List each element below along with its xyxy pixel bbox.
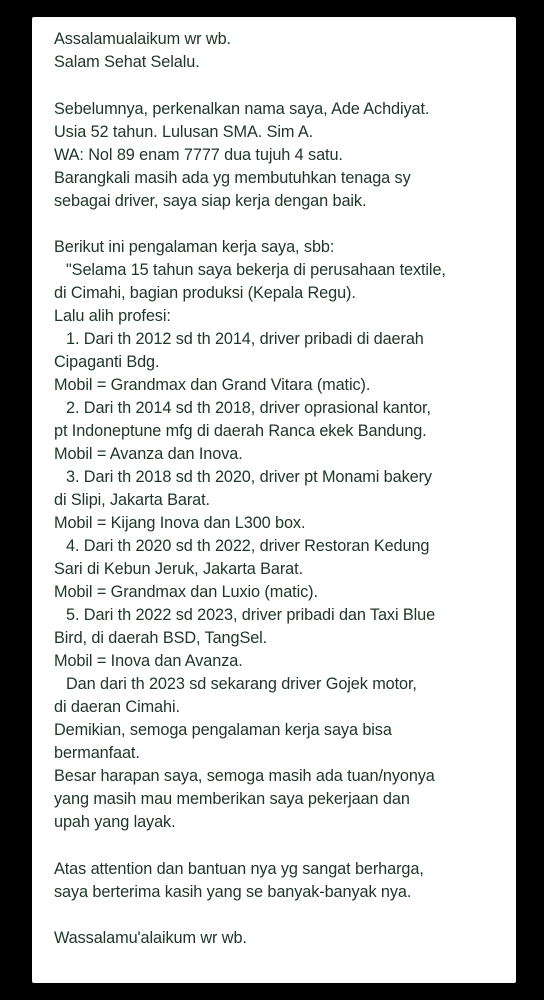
experience-line: Mobil = Grandmax dan Grand Vitara (matic). — [54, 376, 371, 394]
experience-line: Demikian, semoga pengalaman kerja saya bisa — [54, 721, 392, 739]
greeting-line: Salam Sehat Selalu. — [54, 53, 200, 71]
experience-line: pt Indoneptune mfg di daerah Ranca ekek Bandung. — [54, 422, 427, 440]
experience-line: Berikut ini pengalaman kerja saya, sbb: — [54, 238, 335, 256]
experience-line: Lalu alih profesi: — [54, 307, 171, 325]
experience-line: yang masih mau memberikan saya pekerjaan dan — [54, 790, 410, 808]
experience-line: Cipaganti Bdg. — [54, 353, 160, 371]
experience-line: 5. Dari th 2022 sd 2023, driver pribadi dan Taxi Blue — [66, 606, 436, 624]
closing-line: Wassalamu'alaikum wr wb. — [54, 929, 247, 947]
experience-line: 2. Dari th 2014 sd th 2018, driver oprasional kantor, — [66, 399, 431, 417]
experience-line: Dan dari th 2023 sd sekarang driver Gojek motor, — [66, 675, 417, 693]
experience-line: 3. Dari th 2018 sd th 2020, driver pt Monami bakery — [66, 468, 432, 486]
paragraph-gap — [54, 74, 514, 98]
experience-line: bermanfaat. — [54, 744, 140, 762]
experience-line: Mobil = Grandmax dan Luxio (matic). — [54, 583, 318, 601]
experience-line: Sari di Kebun Jeruk, Jakarta Barat. — [54, 560, 303, 578]
intro-line: sebagai driver, saya siap kerja dengan baik. — [54, 192, 367, 210]
experience-line: di Cimahi, bagian produksi (Kepala Regu). — [54, 284, 356, 302]
experience-line: Besar harapan saya, semoga masih ada tuan/nyonya — [54, 767, 435, 785]
experience-line: upah yang layak. — [54, 813, 176, 831]
intro-line: Sebelumnya, perkenalkan nama saya, Ade Achdiyat. — [54, 100, 430, 118]
thanks-line: Atas attention dan bantuan nya yg sangat berharga, — [54, 860, 424, 878]
message-card — [32, 17, 516, 983]
experience-line: 4. Dari th 2020 sd th 2022, driver Restoran Kedung — [66, 537, 430, 555]
experience-line: 1. Dari th 2012 sd th 2014, driver pribadi di daerah — [66, 330, 424, 348]
experience-line: "Selama 15 tahun saya bekerja di perusahaan textile, — [66, 261, 446, 279]
experience-line: Mobil = Avanza dan Inova. — [54, 445, 243, 463]
experience-line: Bird, di daerah BSD, TangSel. — [54, 629, 268, 647]
intro-line: Barangkali masih ada yg membutuhkan tenaga sy — [54, 169, 411, 187]
intro-line: WA: Nol 89 enam 7777 dua tujuh 4 satu. — [54, 146, 343, 164]
thanks-line: saya berterima kasih yang se banyak-banyak nya. — [54, 883, 412, 901]
paragraph-gap — [54, 213, 514, 236]
experience-line: di daeran Cimahi. — [54, 698, 180, 716]
experience-line: Mobil = Kijang Inova dan L300 box. — [54, 514, 306, 532]
greeting-line: Assalamualaikum wr wb. — [54, 30, 231, 48]
experience-line: Mobil = Inova dan Avanza. — [54, 652, 243, 670]
intro-line: Usia 52 tahun. Lulusan SMA. Sim A. — [54, 123, 314, 141]
message-body — [54, 28, 514, 950]
paragraph-gap — [54, 834, 514, 858]
experience-line: di Slipi, Jakarta Barat. — [54, 491, 210, 509]
paragraph-gap — [54, 904, 514, 927]
